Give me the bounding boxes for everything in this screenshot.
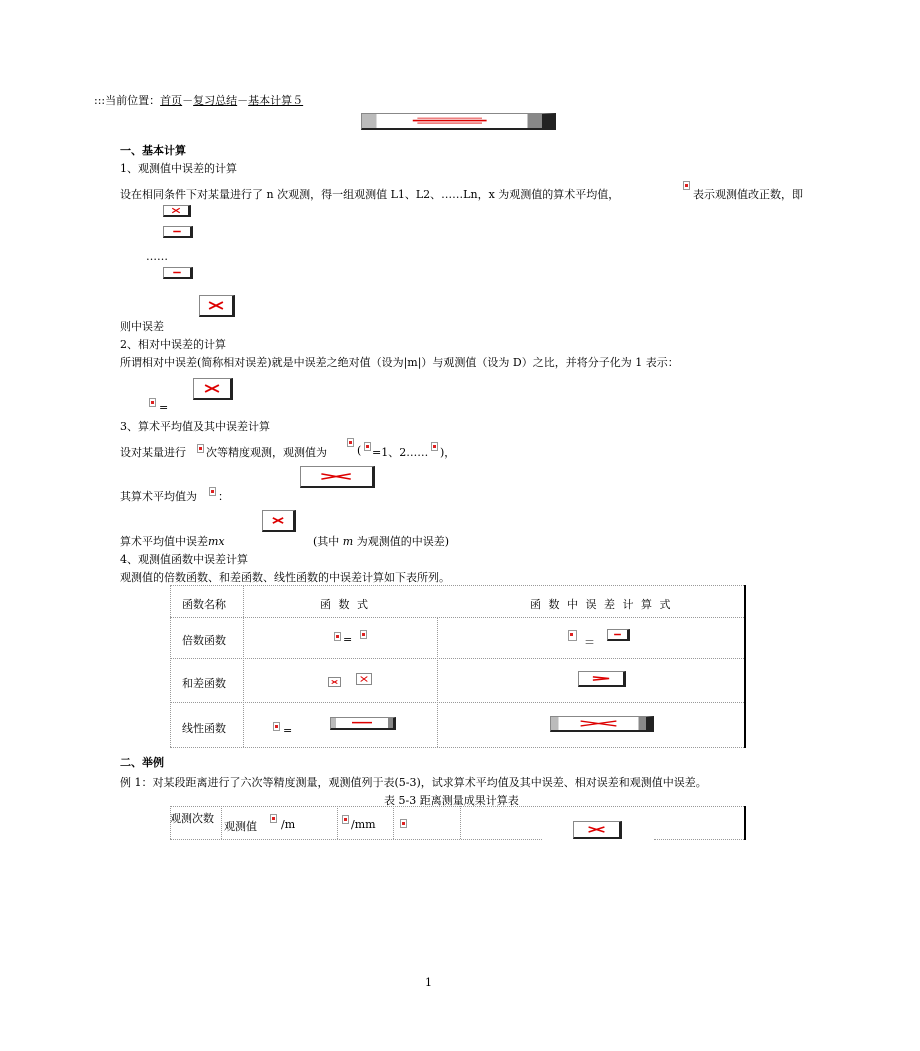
formula-image-icon: [683, 181, 690, 190]
formula-image: [163, 267, 193, 279]
formula-image: [262, 510, 296, 532]
formula-image-icon: [273, 722, 280, 731]
mean-error-label: 算术平均值中误差: [120, 535, 208, 548]
text-mean-error-note: [313, 533, 449, 549]
divider-banner-image: [361, 113, 556, 130]
equals-sign: ＝: [584, 636, 595, 649]
formula-image-icon: [360, 630, 367, 639]
formula-image-icon: [568, 630, 577, 641]
sub-title-arith-mean: 3、算术平均值及其中误差计算: [120, 420, 270, 433]
text-mean-error: [120, 533, 225, 549]
formula-image-icon: [209, 487, 216, 496]
index-range: =1、2……: [372, 446, 429, 459]
breadcrumb-prefix: :::当前位置：: [94, 94, 161, 107]
paren-open: (: [357, 444, 362, 457]
paragraph-function-error: 观测值的倍数函数、和差函数、线性函数的中误差计算如下表所列。: [120, 571, 450, 584]
paragraph-arith-mean-b: 次等精度观测，观测值为: [206, 446, 327, 459]
formula-image-icon: [364, 442, 371, 451]
header-unit-m: /m: [281, 818, 296, 831]
sub-title-function-error: 4、观测值函数中误差计算: [120, 553, 248, 566]
section-heading-basic-calc: 一、基本计算: [120, 144, 186, 157]
header-function-name: 函数名称: [182, 598, 226, 611]
formula-image: [199, 295, 235, 317]
paragraph-example-1: 例 1：对某段距离进行了六次等精度测量，观测值列于表(5-3)，试求算术平均值及其中误差、相对误差和观测值中误差。: [120, 776, 707, 789]
paren-close: )，: [440, 446, 456, 459]
breadcrumb-current-link[interactable]: 基本计算５: [248, 94, 304, 107]
equals-sign: =: [283, 724, 293, 737]
formula-image: [163, 205, 191, 217]
formula-image-icon: [149, 398, 156, 407]
sub-title-relative-error: 2、相对中误差的计算: [120, 338, 226, 351]
paragraph-obs-setup: 设在相同条件下对某量进行了 n 次观测，得一组观测值 L1、L2、……Ln，x 为观测值的算术平均值，: [120, 188, 620, 201]
equals-sign: =: [159, 401, 169, 414]
formula-image: [607, 629, 630, 641]
equals-sign: =: [343, 633, 353, 646]
paragraph-obs-setup-tail: 表示观测值改正数，即: [693, 188, 803, 201]
row-label-sum-diff: 和差函数: [182, 677, 226, 690]
formula-image: [550, 716, 654, 732]
table-caption: 表 5-3 距离测量成果计算表: [384, 794, 519, 807]
formula-image: [573, 821, 622, 839]
symbol-m: m: [342, 535, 354, 548]
breadcrumb-home-link[interactable]: 首页: [160, 94, 183, 107]
paragraph-arith-mean-a: 设对某量进行: [120, 446, 186, 459]
formula-image-icon: [197, 444, 204, 453]
ellipsis-text: ……: [146, 250, 168, 263]
note-open: (其中: [313, 535, 340, 548]
formula-image: [330, 717, 396, 730]
header-obs-value: 观测值: [224, 820, 257, 833]
formula-image: [163, 226, 193, 238]
row-label-multiple: 倍数函数: [182, 634, 226, 647]
formula-image-icon: [431, 442, 438, 451]
formula-image: [193, 378, 233, 400]
header-unit-mm: /mm: [351, 818, 376, 831]
formula-image: [578, 671, 626, 687]
note-close: 为观测值的中误差): [356, 535, 450, 548]
colon: ：: [218, 490, 229, 503]
sub-title-obs-error: 1、观测值中误差的计算: [120, 162, 237, 175]
formula-image-icon: [270, 814, 277, 823]
symbol-mx: mx: [208, 535, 225, 548]
row-label-linear: 线性函数: [182, 722, 226, 735]
formula-image-icon: [342, 815, 349, 824]
breadcrumb-separator: －: [182, 94, 194, 107]
header-function-expr: 函 数 式: [320, 598, 370, 611]
header-function-error: 函 数 中 误 差 计 算 式: [530, 598, 673, 611]
breadcrumb: [94, 92, 303, 108]
formula-image: [300, 466, 375, 488]
text-arith-mean: 其算术平均值为: [120, 490, 197, 503]
formula-image-icon: [334, 632, 341, 641]
header-obs-count: 观测次数: [170, 812, 214, 825]
section-heading-example: 二、举例: [120, 756, 164, 769]
breadcrumb-separator: －: [237, 94, 249, 107]
formula-image: [356, 673, 372, 685]
paragraph-relative-error: 所谓相对中误差(简称相对误差)就是中误差之绝对值（设为|m|）与观测值（设为 D）之比，并将分子化为 1 表示：: [120, 356, 679, 369]
formula-image: [328, 677, 341, 687]
formula-image-icon: [400, 819, 407, 828]
breadcrumb-review-link[interactable]: 复习总结: [193, 94, 238, 107]
formula-image-icon: [347, 438, 354, 447]
page-number: 1: [425, 976, 432, 989]
text-mean-square-error: 则中误差: [120, 320, 164, 333]
